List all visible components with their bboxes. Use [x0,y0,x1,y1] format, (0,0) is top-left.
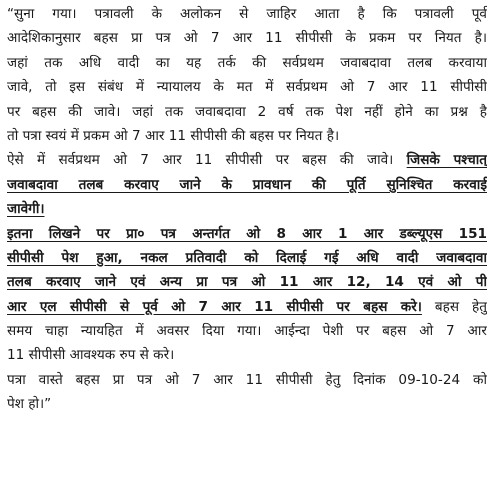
text-line [7,319,487,343]
text-segment: बहस हेतु [421,298,487,315]
text-segment: पत्रा वास्ते बहस प्रा पत्र ओ 7 आर 11 सीपीसी हेतु दिनांक 09-10-24 को [7,371,487,388]
text-line [7,343,487,367]
text-line [7,148,487,172]
text-segment: तो पत्रा स्वयं में प्रकम ओ 7 आर 11 सीपीसी की बहस पर नियत है। [7,127,340,144]
emphasized-text: आर एल सीपीसी से पूर्व ओ 7 आर 11 सीपीसी पर बहस करे। [7,298,422,315]
text-segment: पेश हो।” [7,396,52,413]
emphasized-text: इतना लिखने पर प्रा० पत्र अन्तर्गत ओ 8 आर 1 आर डब्ल्यूएस 151 [7,225,487,242]
order-text-block [7,2,487,417]
text-line [7,197,487,221]
text-line [7,392,487,416]
text-segment: जावे, तो इस संबंध में न्यायालय के मत में सर्वप्रथम ओ 7 आर 11 सीपीसी [7,79,487,96]
text-segment: 11 सीपीसी आवश्यक रुप से करे। [7,347,175,364]
text-segment: “सुना गया। पत्रावली के अलोकन से जाहिर आता है कि पत्रावली पूर्व [7,6,487,22]
text-line [7,295,487,319]
text-line [7,26,487,50]
text-segment: ऐसे में सर्वप्रथम ओ 7 आर 11 सीपीसी पर बहस की जावे। [7,152,407,169]
text-line [7,270,487,294]
emphasized-text: जिसके पश्चात् [406,152,487,169]
text-line [7,51,487,75]
text-line [7,100,487,124]
text-line [7,2,487,26]
emphasized-text: जवाबदावा तलब करवाए जाने के प्रावधान की पूर्ति सुनिश्चित करवाई [7,176,487,193]
text-line [7,124,487,148]
emphasized-text: तलब करवाए जाने एवं अन्य प्रा पत्र ओ 11 आर 12, 14 एवं ओ पी [7,274,487,291]
emphasized-text: सीपीसी पेश हुआ, नकल प्रतिवादी को दिलाई गई अधि वादी जवाबदावा [7,249,487,266]
text-line [7,75,487,99]
text-segment: आदेशिकानुसार बहस प्रा पत्र ओ 7 आर 11 सीपीसी के प्रकम पर नियत है। [7,30,487,47]
text-segment: जहां तक अधि वादी का यह तर्क की सर्वप्रथम जवाबदावा तलब करवाया [7,54,487,71]
text-segment: समय चाहा न्यायहित में अवसर दिया गया। आईन्दा पेशी पर बहस ओ 7 आर [7,323,487,340]
text-line [7,173,487,197]
text-line [7,222,487,246]
text-segment: पर बहस की जावे। जहां तक जवाबदावा 2 वर्ष तक पेश नहीं होने का प्रश्न है [7,103,487,120]
text-line [7,246,487,270]
emphasized-text: जावेगी। [7,201,45,218]
text-line [7,368,487,392]
